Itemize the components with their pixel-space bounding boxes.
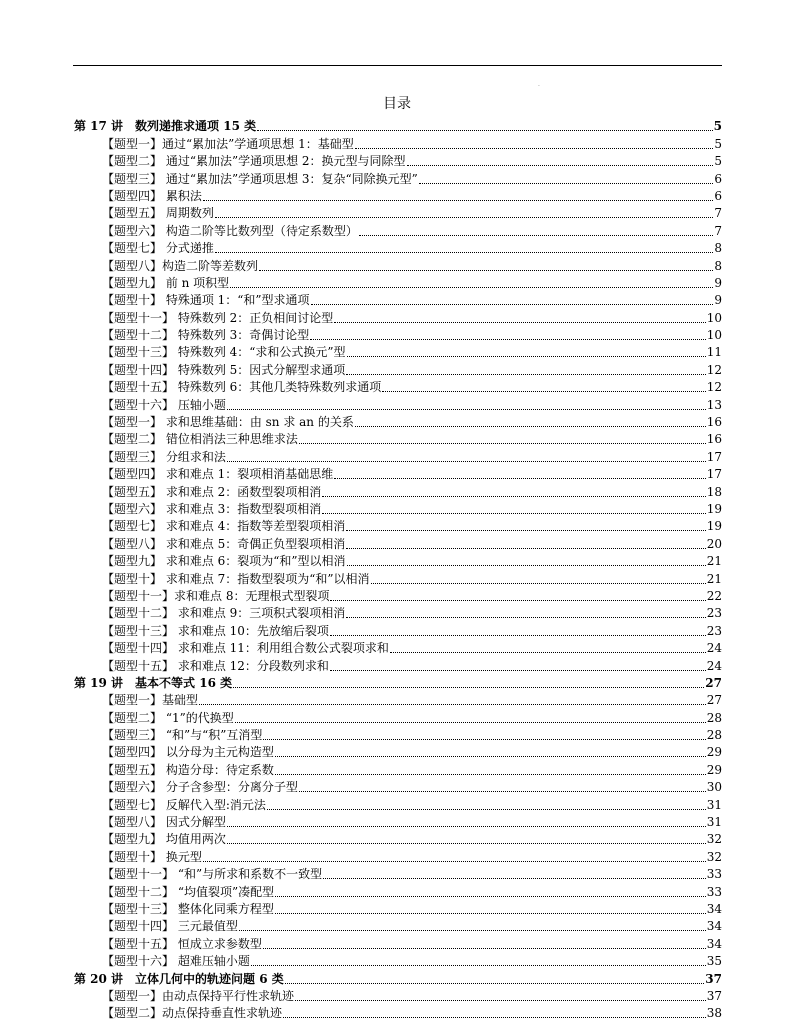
toc-page-number: 19 [706,519,722,534]
toc-entry-label: 【题型五】 周期数列 [102,206,214,221]
dot-leader [355,426,706,427]
toc-page-number: 7 [714,223,722,238]
dot-mark: · [538,83,540,90]
dot-leader [275,774,706,775]
toc-entry-label: 【题型十六】 超难压轴小题 [102,954,250,969]
dot-leader [310,339,705,340]
dot-leader [230,287,713,288]
toc-item-entry[interactable] [74,587,722,604]
toc-item-entry[interactable] [74,395,722,412]
toc-entry-label: 【题型六】 构造二阶等比数列型（待定系数型） [102,223,358,238]
toc-page-number: 9 [714,275,722,290]
dot-leader [299,791,706,792]
dot-leader [203,200,714,201]
toc-page-number: 5 [714,136,722,151]
toc-item-entry[interactable] [74,256,722,273]
dot-leader [275,913,706,914]
toc-page-number: 37 [706,988,722,1003]
toc-page-number: 10 [706,328,722,343]
toc-item-entry[interactable] [74,517,722,534]
toc-entry-label: 【题型十二】 求和难点 9：三项积式裂项相消 [102,606,346,621]
toc-item-entry[interactable] [74,1004,722,1021]
toc-page-number: 24 [706,641,722,656]
toc-page-number: 12 [706,380,722,395]
toc-page-number: 34 [706,901,722,916]
toc-entry-label: 【题型十四】 求和难点 11：利用组合数公式裂项求和 [102,641,389,656]
toc-item-entry[interactable] [74,291,722,308]
dot-leader [346,617,705,618]
toc-entry-label: 【题型七】 求和难点 4：指数等差型裂项相消 [102,519,346,534]
dot-leader [330,670,706,671]
dot-leader [322,496,705,497]
toc-entry-label: 【题型九】 求和难点 6：裂项为“和”型以相消 [102,554,346,569]
dot-leader [199,704,706,705]
toc-entry-label: 【题型九】 均值用两次 [102,832,226,847]
toc-page-number: 31 [706,797,722,812]
toc-page-number: 18 [706,484,722,499]
toc-entry-label: 【题型十四】 三元最值型 [102,919,238,934]
toc-entry-label: 【题型一】基础型 [102,693,199,708]
dot-leader [215,252,714,253]
toc-entry-label: 【题型十】 求和难点 7：指数型裂项为“和”以相消 [102,571,370,586]
toc-page-number: 16 [706,415,722,430]
toc-page-number: 20 [706,536,722,551]
toc-item-entry[interactable] [74,760,722,777]
toc-item-entry[interactable] [74,465,722,482]
toc-item-entry[interactable] [74,847,722,864]
toc-chapter-entry[interactable] [74,674,722,691]
toc-page-number: 10 [706,310,722,325]
dot-leader [371,583,706,584]
toc-entry-label: 【题型九】 前 n 项积型 [102,275,230,290]
toc-item-entry[interactable] [74,187,722,204]
toc-entry-label: 【题型五】 求和难点 2：函数型裂项相消 [102,484,322,499]
toc-item-entry[interactable] [74,569,722,586]
toc-entry-label: 【题型十四】 特殊数列 5：因式分解型求通项 [102,362,346,377]
dot-leader [299,443,706,444]
toc-entry-label: 【题型二】动点保持垂直性求轨迹 [102,1006,283,1021]
toc-item-entry[interactable] [74,795,722,812]
toc-item-entry[interactable] [74,656,722,673]
toc-item-entry[interactable] [74,621,722,638]
toc-item-entry[interactable] [74,917,722,934]
dot-leader [285,983,705,984]
toc-page-number: 5 [713,119,722,134]
dot-leader [251,965,706,966]
toc-entry-label: 【题型八】 因式分解型 [102,815,226,830]
dot-leader [419,183,714,184]
dot-leader [233,687,704,688]
toc-page-number: 29 [706,745,722,760]
toc-item-entry[interactable] [74,778,722,795]
toc-item-entry[interactable] [74,952,722,969]
toc-item-entry[interactable] [74,326,722,343]
toc-item-entry[interactable] [74,552,722,569]
dot-leader [227,826,706,827]
toc-entry-label: 【题型三】 “和”与“积”互消型 [102,728,263,743]
toc-item-entry[interactable] [74,987,722,1004]
toc-page-number: 37 [705,971,722,986]
toc-entry-label: 【题型十一】 “和”与所求和系数不一致型 [102,867,323,882]
dot-leader [275,896,706,897]
toc-page-number: 16 [706,432,722,447]
toc-item-entry[interactable] [74,447,722,464]
toc-item-entry[interactable] [74,865,722,882]
dot-leader [346,374,705,375]
dot-leader [215,217,714,218]
toc-page-number: 34 [706,919,722,934]
toc-page-number: 21 [706,554,722,569]
toc-item-entry[interactable] [74,152,722,169]
toc-page-number: 12 [706,362,722,377]
toc-page-number: 13 [706,397,722,412]
toc-page-number: 22 [706,588,722,603]
toc-entry-label: 【题型六】 分子含参型：分离分子型 [102,780,298,795]
dot-leader [295,1000,706,1001]
toc-entry-label: 【题型七】 分式递推 [102,241,214,256]
toc-entry-label: 【题型十三】 求和难点 10：先放缩后裂项 [102,623,329,638]
toc-page-number: 32 [706,849,722,864]
toc-item-entry[interactable] [74,482,722,499]
dot-leader [390,652,706,653]
dot-leader [322,513,705,514]
toc-page-number: 11 [706,345,722,360]
toc-page-number: 17 [706,449,722,464]
toc-entry-label: 【题型一】 求和思维基础：由 sn 求 an 的关系 [102,415,354,430]
toc-item-entry[interactable] [74,882,722,899]
toc-entry-label: 【题型十】 换元型 [102,849,202,864]
dot-leader [334,322,705,323]
dot-leader [355,148,714,149]
toc-page-number: 33 [706,884,722,899]
toc-item-entry[interactable] [74,360,722,377]
toc-item-entry[interactable] [74,413,722,430]
toc-entry-label: 【题型十一】求和难点 8：无理根式型裂项 [102,588,330,603]
toc-entry-label: 第 20 讲 立体几何中的轨迹问题 6 类 [74,971,284,986]
toc-entry-label: 第 19 讲 基本不等式 16 类 [74,675,233,690]
toc-entry-label: 【题型三】 通过“累加法”学通项思想 3：复杂“同除换元型” [102,171,418,186]
toc-entry-label: 【题型二】 通过“累加法”学通项思想 2：换元型与同除型 [102,154,406,169]
toc-title: 目录 [383,96,411,112]
toc-page-number: 6 [714,188,722,203]
toc-page-number: 38 [706,1006,722,1021]
toc-page-number: 31 [706,815,722,830]
dot-leader [334,478,705,479]
dot-leader [235,722,706,723]
dot-leader [227,409,706,410]
toc-item-entry[interactable] [74,343,722,360]
dot-leader [227,843,706,844]
toc-page-number: 28 [706,728,722,743]
dot-leader [346,530,705,531]
toc-entry-label: 【题型四】 求和难点 1：裂项相消基础思维 [102,467,334,482]
toc-entry-label: 【题型十三】 特殊数列 4：“求和公式换元”型 [102,345,346,360]
toc-entry-label: 【题型四】 累积法 [102,188,202,203]
toc-item-entry[interactable] [74,743,722,760]
dot-leader [407,165,714,166]
dot-leader [267,809,706,810]
toc-item-entry[interactable] [74,378,722,395]
dot-leader [330,635,706,636]
toc-page-number: 21 [706,571,722,586]
dot-leader [275,756,706,757]
toc-item-entry[interactable] [74,204,722,221]
toc-entry-label: 【题型四】 以分母为主元构造型 [102,745,274,760]
toc-entry-label: 【题型十一】 特殊数列 2：正负相间讨论型 [102,310,334,325]
toc-item-entry[interactable] [74,639,722,656]
dot-leader [203,861,706,862]
toc-item-entry[interactable] [74,708,722,725]
toc-page-number: 29 [706,762,722,777]
toc-entry-label: 【题型十二】 “均值裂项”凑配型 [102,884,275,899]
toc-item-entry[interactable] [74,134,722,151]
dot-leader [347,356,706,357]
toc-item-entry[interactable] [74,830,722,847]
toc-entry-label: 【题型三】 分组求和法 [102,449,226,464]
toc-item-entry[interactable] [74,274,722,291]
toc-entry-label: 【题型一】由动点保持平行性求轨迹 [102,988,295,1003]
dot-leader [323,878,706,879]
dot-leader [259,270,713,271]
toc-page-number: 34 [706,936,722,951]
toc-item-entry[interactable] [74,813,722,830]
toc-entry-label: 【题型八】构造二阶等差数列 [102,258,259,273]
toc-entry-label: 【题型一】通过“累加法”学通项思想 1：基础型 [102,136,354,151]
toc-item-entry[interactable] [74,169,722,186]
toc-item-entry[interactable] [74,308,722,325]
toc-entry-label: 第 17 讲 数列递推求通项 15 类 [74,119,257,134]
toc-entry-label: 【题型十五】 恒成立求参数型 [102,936,262,951]
toc-entry-label: 【题型十五】 求和难点 12：分段数列求和 [102,658,329,673]
toc-item-entry[interactable] [74,726,722,743]
toc-entry-label: 【题型二】 “1”的代换型 [102,710,234,725]
toc-page-number: 7 [714,206,722,221]
dot-leader [311,304,714,305]
toc-page-number: 32 [706,832,722,847]
toc-page-number: 5 [714,154,722,169]
toc-item-entry[interactable] [74,691,722,708]
toc-item-entry[interactable] [74,430,722,447]
dot-leader [283,1017,706,1018]
toc-entry-label: 【题型五】 构造分母：待定系数 [102,762,274,777]
toc-chapter-entry[interactable] [74,117,722,134]
dot-leader [263,948,706,949]
toc-page-number: 28 [706,710,722,725]
toc-entry-label: 【题型七】 反解代入型:消元法 [102,797,266,812]
toc-item-entry[interactable] [74,900,722,917]
dot-leader [257,130,713,131]
toc-page-number: 27 [705,675,722,690]
toc-entry-label: 【题型十五】 特殊数列 6：其他几类特殊数列求通项 [102,380,382,395]
dot-leader [359,235,714,236]
toc-page-number: 27 [706,693,722,708]
toc-page-number: 35 [706,954,722,969]
toc-page-number: 33 [706,867,722,882]
dot-leader [330,600,705,601]
toc-page-number: 24 [706,658,722,673]
toc-page-number: 9 [714,293,722,308]
toc-chapter-entry[interactable] [74,969,722,986]
toc-item-entry[interactable] [74,239,722,256]
table-of-contents [74,117,722,1021]
dot-leader [346,548,705,549]
toc-page-number: 6 [714,171,722,186]
toc-entry-label: 【题型十六】 压轴小题 [102,397,226,412]
toc-entry-label: 【题型十】 特殊通项 1：“和”型求通项 [102,293,310,308]
toc-page-number: 30 [706,780,722,795]
toc-page-number: 8 [714,258,722,273]
dot-leader [382,391,705,392]
dot-leader [239,930,706,931]
toc-item-entry[interactable] [74,500,722,517]
toc-page-number: 8 [714,241,722,256]
header-rule [73,65,722,66]
dot-leader [263,739,705,740]
toc-item-entry[interactable] [74,604,722,621]
toc-entry-label: 【题型十三】 整体化同乘方程型 [102,901,274,916]
toc-page-number: 23 [706,606,722,621]
toc-entry-label: 【题型六】 求和难点 3：指数型裂项相消 [102,501,322,516]
toc-item-entry[interactable] [74,221,722,238]
toc-item-entry[interactable] [74,534,722,551]
dot-leader [227,461,706,462]
toc-entry-label: 【题型二】 错位相消法三种思维求法 [102,432,298,447]
toc-entry-label: 【题型十二】 特殊数列 3：奇偶讨论型 [102,328,310,343]
dot-leader [347,565,706,566]
toc-page-number: 19 [706,501,722,516]
toc-page-number: 23 [706,623,722,638]
toc-entry-label: 【题型八】 求和难点 5：奇偶正负型裂项相消 [102,536,346,551]
toc-page-number: 17 [706,467,722,482]
toc-item-entry[interactable] [74,934,722,951]
